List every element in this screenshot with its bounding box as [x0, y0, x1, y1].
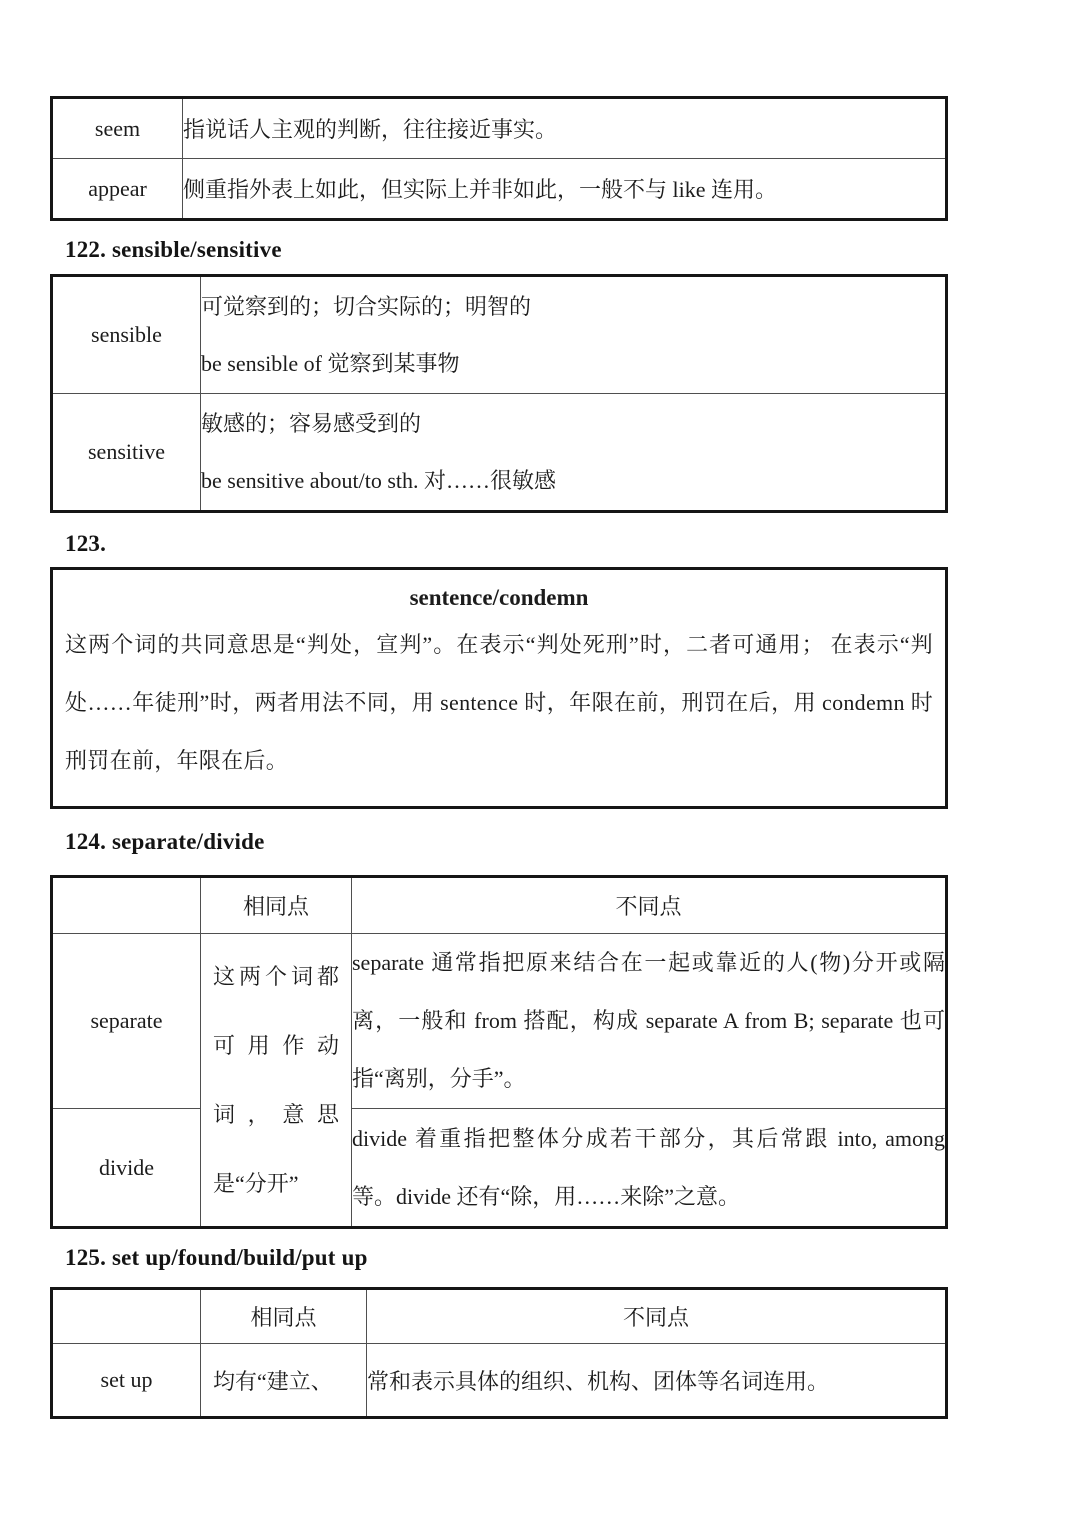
table-row — [52, 276, 947, 394]
header-row — [52, 877, 947, 934]
desc-cell-appear: 侧重指外表上如此，但实际上并非如此，一般不与 like 连用。 — [183, 159, 947, 220]
section-heading-124: 124. separate/divide — [65, 829, 265, 854]
sensible-sensitive-table — [50, 274, 948, 513]
empty-header-cell — [52, 1289, 201, 1344]
term-cell-seem: seem — [52, 98, 183, 159]
separate-divide-table — [50, 875, 948, 1229]
desc-line: 可觉察到的；切合实际的；明智的 — [201, 294, 532, 319]
sentence-condemn-box — [50, 567, 948, 809]
desc-line: be sensible of 觉察到某事物 — [201, 351, 460, 376]
box-title: sentence/condemn — [409, 585, 589, 610]
section-heading-122: 122. sensible/sensitive — [65, 237, 282, 262]
seem-appear-table — [50, 96, 948, 221]
table-row — [52, 394, 947, 512]
term-cell-separate: separate — [52, 934, 201, 1109]
term-cell-divide: divide — [52, 1109, 201, 1228]
diff-header-cell: 不同点 — [352, 877, 947, 934]
table-row — [52, 1109, 947, 1228]
term-cell-appear: appear — [52, 159, 183, 220]
table-row — [52, 1344, 947, 1418]
header-row — [52, 1289, 947, 1344]
term-cell-set-up: set up — [52, 1344, 201, 1418]
term-cell-sensitive: sensitive — [52, 394, 201, 512]
desc-line: 敏感的；容易感受到的 — [201, 411, 422, 436]
section-heading-125: 125. set up/found/build/put up — [65, 1245, 368, 1270]
table-row — [52, 98, 947, 159]
desc-cell-sensible — [201, 276, 947, 394]
diff-cell-separate: separate 通常指把原来结合在一起或靠近的人(物)分开或隔离，一般和 from 搭配，构成 separate A from B; separate 也可指“离别，分手”。 — [352, 934, 947, 1109]
table-row — [52, 159, 947, 220]
set-up-table — [50, 1287, 948, 1419]
same-header-cell: 相同点 — [201, 1289, 367, 1344]
diff-header-cell: 不同点 — [367, 1289, 947, 1344]
diff-cell-divide: divide 着重指把整体分成若干部分，其后常跟 into, among 等。divide 还有“除，用……来除”之意。 — [352, 1109, 947, 1228]
empty-header-cell — [52, 877, 201, 934]
page-content — [50, 96, 948, 1419]
box-body-text: 这两个词的共同意思是“判处，宣判”。在表示“判处死刑”时，二者可通用； 在表示“判处……年徒刑”时，两者用法不同，用 sentence 时，年限在前，刑罚在后，用 condemn 时刑罚在前，年限在后。 — [65, 632, 933, 773]
shared-meaning-cell: 这两个词都可用作动词，意思是“分开” — [201, 934, 352, 1228]
desc-cell-sensitive — [201, 394, 947, 512]
table-row — [52, 934, 947, 1109]
desc-line: be sensitive about/to sth. 对……很敏感 — [201, 468, 557, 493]
diff-cell-set-up: 常和表示具体的组织、机构、团体等名词连用。 — [367, 1344, 947, 1418]
term-cell-sensible: sensible — [52, 276, 201, 394]
desc-cell-seem: 指说话人主观的判断，往往接近事实。 — [183, 98, 947, 159]
section-heading-123: 123. — [65, 531, 107, 556]
same-cell-set-up: 均有“建立、 — [201, 1344, 367, 1418]
same-header-cell: 相同点 — [201, 877, 352, 934]
